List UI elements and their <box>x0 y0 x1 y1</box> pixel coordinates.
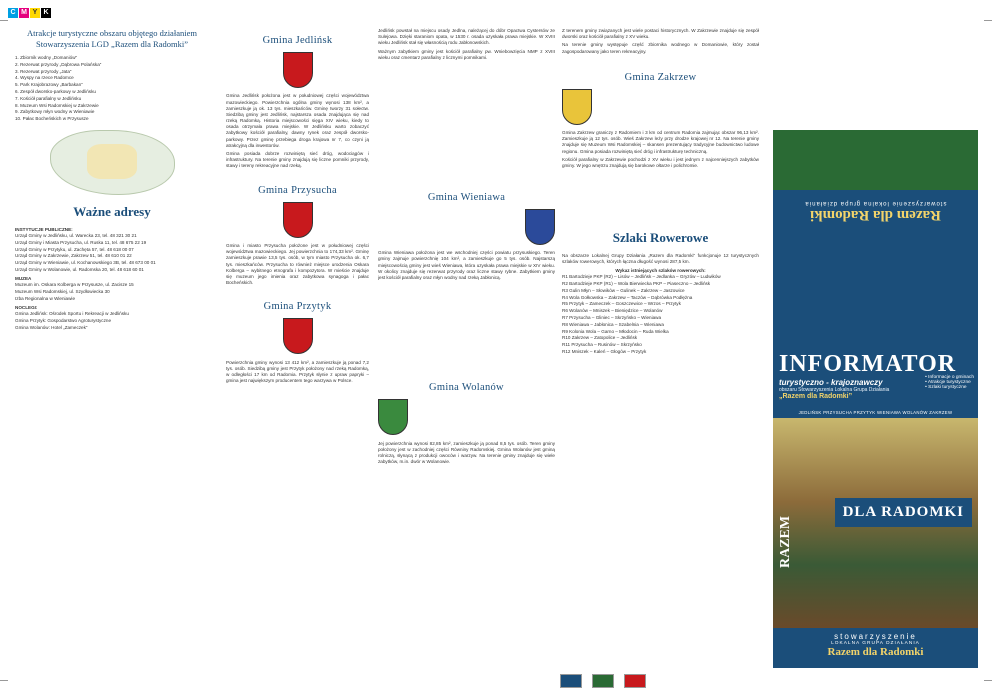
informator-bullets <box>925 375 974 390</box>
list-item: R8 Wieniawa – Jabłonica – Szabelnia – Wieniawa <box>562 321 664 327</box>
list-item: Urząd Gminy w Wolanowie, ul. Radomska 20, tel. 48 618 60 01 <box>15 266 144 272</box>
footer-logo <box>773 628 978 668</box>
list-item: R6 Wolanów – Mniszek – Bieniędzice – Wolanów <box>562 308 663 314</box>
przytyk-text: Powierzchnia gminy wynosi 13 412 km², a zamieszkuje ją ponad 7,2 tys. osób. Siedzibą gminy jest Przytyk położony nad rzeką Radomką, w odległości 17 km od Radomia. Przytyk słynie z upraw papryki – gmina jest największym producentem tego warzywa w Polsce. <box>226 359 369 384</box>
gminas-strip: JEDLIŃSK PRZYSUCHA PRZYTYK WIENIAWA WOLANÓW ZAKRZEW <box>773 408 978 418</box>
footer-logo-line-1: stowarzyszenie <box>834 632 917 641</box>
jedlinsk-history-text-2: Ważnym zabytkiem gminy jest kościół parafialny pw. Wniebowzięcia NMP z XVIII wieku oraz cmentarz parafialny z licznymi pomnikami. <box>378 48 555 60</box>
list-item: 3. Rezerwat przyrody „Jata” <box>15 68 72 74</box>
wolanow-title: Gmina Wolanów <box>429 382 504 394</box>
informator-title: INFORMATOR <box>779 351 957 377</box>
routes-intro: Na obszarze Lokalnej Grupy Działania „Razem dla Radomki” funkcjonuje 12 turystycznych szlaków rowerowych, których łączna długość wynosi 287,5 km. <box>562 252 759 264</box>
list-item: R10 Zakrzew – Zatopolice – Jedlińsk <box>562 335 638 341</box>
attractions-title: Atrakcje turystyczne obszaru objętego działaniem Stowarzyszenia LGD „Razem dla Radomki” <box>27 28 197 50</box>
footer-logo-line-2: LOKALNA GRUPA DZIAŁANIA <box>831 641 920 646</box>
region-map <box>50 130 175 195</box>
wolanow-crest-icon <box>378 399 408 435</box>
wieniawa-text: Gmina Wieniawa położona jest we wschodniej części powiatu przysuskiego. Teren gminy zajmuje powierzchnię 104 km², a zamieszkuje go 5 tys. osób. Najstarszą miejscowością gminy jest wieś Wieniawa, która uzyskała prawa miejskie w XIV wieku. W okolicy znajduje się rezerwat przyrody oraz liczne stawy rybne. Zabytkiem gminy jest kościół parafialny oraz młyn wodny nad rzeką Jabłonicą. <box>378 250 555 281</box>
panel-gminas-left <box>226 28 369 678</box>
list-item: R5 Przytyk – Zameczek – Goszczewice – Wrzos – Przytyk <box>562 301 681 307</box>
list-item: R3 Gulin Młyn – Słowików – Gulinek – Zakrzew – Jaszowice <box>562 287 685 293</box>
list-item: 8. Muzeum Wsi Radomskiej w Zakrzewie <box>15 102 99 108</box>
informator-subtitle-2: obszaru Stowarzyszenia Lokalna Grupa Działania <box>779 387 890 393</box>
list-item: • Szlaki turystyczne <box>925 385 967 390</box>
jedlinsk-crest-icon <box>283 52 313 88</box>
informator-subtitle-3: „Razem dla Radomki” <box>779 393 853 400</box>
wolanow-text: Jej powierzchnia wynosi 82,85 km², zamieszkuje ją ponad 8,5 tys. osób. Teren gminy położony jest w zachodniej części Równiny Radomskiej. Gmina Wolanów jest gminą rolniczą, słynącą z produkcji owoców i warzyw. Na terenie gminy znajduje się wiele zabytków, m.in. dwór w Wolanowie. <box>378 440 555 465</box>
cover-photo <box>773 418 978 628</box>
important-addresses-title: Ważne adresy <box>73 204 151 220</box>
jedlinsk-history-text: Jedlińsk powstał na miejscu osady Jedlna, należącej do dóbr Opactwa Cystersów ze Sulejowa. Dzięki staraniom opata, w 1530 r. osada uzyskała prawa miejskie. W XVIII wieku Jedlińsk stał się własnością rodu Jabłonowskich. <box>378 28 555 46</box>
panel-zakrzew-routes <box>562 28 759 678</box>
przysucha-text: Gmina i miasto Przysucha położone jest w południowej części województwa mazowieckiego. Jej powierzchnia to 174,33 km². Gminę zamieszkuje prawie 13,5 tys. osób, w tym miasto Przysucha ok. 6,7 tys. mieszkańców. Przysucha to również miejsce urodzenia Oskara Kolberga – wybitnego etnografa i kompozytora. W mieście znajduje się muzeum jego imienia oraz zabytkowa synagoga i pałac Bocheńskich. <box>226 242 369 286</box>
list-item: R7 Przysucha – Gliniec – Skrzyńsko – Wieniawa <box>562 315 662 321</box>
list-item: Muzeum im. Oskara Kolberga w Przysusze, ul. Zacisze 15 <box>15 282 134 288</box>
attractions-list <box>15 55 209 122</box>
crop-mark <box>0 680 8 681</box>
informator-banner <box>773 345 978 408</box>
routes-title: Szlaki Rowerowe <box>612 230 709 246</box>
list-item: Urząd Gminy w Zakrzewie, Zakrzew 51, tel. 48 610 01 22 <box>15 253 132 259</box>
list-item: 7. Kościół parafialny w Jedlińsku <box>15 95 82 101</box>
list-item: Gmina Przytyk: Gospodarstwo Agroturystyczne <box>15 318 111 324</box>
list-item: Gmina Wolanów: Hotel „Zameczek” <box>15 324 88 330</box>
list-item: 1. Zbiornik wodny „Domaniów” <box>15 55 78 61</box>
museum-heading: MUZEA <box>15 276 32 282</box>
zakrzew-intro-text: Z terenem gminy związanych jest wiele postaci historycznych. W Zakrzewie znajduje się zespół dworski oraz kościół parafialny z XV wieku. <box>562 28 759 40</box>
routes-heading: Wykaz istniejących szlaków rowerowych: <box>615 268 706 274</box>
magenta-mark: M <box>19 8 29 18</box>
routes-list <box>562 274 759 355</box>
crop-mark <box>0 20 8 21</box>
back-cover-title: Razem dla Radomki <box>810 207 941 223</box>
zakrzew-crest-icon <box>562 89 592 125</box>
wieniawa-crest-icon <box>525 209 555 245</box>
list-item: 4. Wyspy na rzece Radomce <box>15 75 74 81</box>
back-cover-photo <box>773 130 978 190</box>
przysucha-crest-icon <box>283 202 313 238</box>
list-item: Urząd Gminy w Wieniawie, ul. Kochanowskiego 3B, tel. 48 673 00 01 <box>15 260 156 266</box>
przytyk-crest-icon <box>283 318 313 354</box>
list-item: Gmina Jedlińsk: Ośrodek Sportu i Rekreacji w Jedlińsku <box>15 311 129 317</box>
przysucha-title: Gmina Przysucha <box>258 184 337 196</box>
back-cover <box>773 30 978 340</box>
cmyk-registration-marks <box>8 8 51 18</box>
przytyk-title: Gmina Przytyk <box>263 301 332 313</box>
list-item: • Informacje o gminach <box>925 375 974 380</box>
zakrzew-title: Gmina Zakrzew <box>624 71 697 83</box>
zakrzew-intro-text-2: Na terenie gminy występuje część zbiornika wodnego w Domaniowie, który został zagospodarowany jako teren rekreacyjny. <box>562 42 759 54</box>
list-item: R12 Mniszek – Kaleń – Głogów – Przytyk <box>562 348 647 354</box>
black-mark: K <box>41 8 51 18</box>
jedlinsk-title: Gmina Jedlińsk <box>262 35 333 46</box>
prow-logo-icon <box>624 674 646 688</box>
list-item: • Atrakcje turystyczne <box>925 380 971 385</box>
zakrzew-text: Gmina Zakrzew graniczy z Radomiem i 3 km od centrum Radomia zajmując obszar 96,13 km². Zamieszkuje ją 12 tys. osób. Wieś Zakrzew leży przy drodze krajowej nr 12. Na terenie gminy znajduje się Muzeum Wsi Radomskiej – skansen prezentujący tradycyjne budownictwo ludowe regionu. Gmina posiada rozwiniętą sieć dróg i infrastrukturę techniczną. <box>562 130 759 154</box>
leader-logo-icon <box>592 674 614 688</box>
list-item: R9 Kolonia Wola – Garno – Młodocin – Ruda Wielka <box>562 328 669 334</box>
list-item: R1 Bartodzieje PKP (R2) – Lisów – Jedlińsk – Jedlanka – Gryzów – Ludwików <box>562 274 721 280</box>
list-item: R2 Bartodzieje PKP (R1) – Wola Bierwiecka PKP – Piaseczno – Jedlińsk <box>562 281 711 287</box>
list-item: Urząd Gminy w Przytyku, ul. Zachęta 57, tel. 48 618 00 07 <box>15 246 134 252</box>
footer-logo-line-3: Razem dla Radomki <box>827 646 924 658</box>
list-item: R4 Wola Gołkowska – Zakrzew – Taczów – Dąbrówka Podłężna <box>562 294 693 300</box>
list-item: Urząd Gminy w Jedlińsku, ul. Warecka 23, tel. 48 321 30 21 <box>15 233 137 239</box>
back-cover-subtitle: stowarzyszenie lokalna grupa działania <box>804 200 947 206</box>
addresses-heading: INSTYTUCJE PUBLICZNE: <box>15 226 73 232</box>
panel-attractions <box>15 28 209 678</box>
informator-subtitle: turystyczno - krajoznawczy <box>779 378 883 387</box>
jedlinsk-text: Gmina Jedlińsk położona jest w południowej części województwa mazowieckiego. Powierzchnia ogólna gminy wynosi 138 km², a zamieszkuje ją ok. 13 tys. mieszkańców. Gminę tworzy 31 sołectw. Siedzibą gminy jest Jedlińsk, najstarsza osada znajdująca się nad rzeką Radomką. Historia miejscowości sięga XIV wieku, kiedy to osada otrzymała prawa miejskie. W Jedlińsku warto zobaczyć zabytkowy kościół parafialny, dawny rynek oraz zespół dworsko-parkowy. Przez gminę przebiega droga krajowa nr 7, co czyni ją atrakcyjną dla inwestorów. <box>226 93 369 148</box>
list-item: Muzeum Wsi Radomskiej, ul. Szydłowiecka 30 <box>15 289 110 295</box>
list-item: 10. Pałac Bocheńskich w Przysusze <box>15 116 89 122</box>
zakrzew-text-2: Kościół parafialny w Zakrzewie pochodzi z XV wieku i jest jednym z najcenniejszych zabytków gminy. W jego wnętrzu znajdują się barokowe ołtarze i polichromie. <box>562 156 759 169</box>
eu-logos-row <box>560 672 646 690</box>
eu-flag-icon <box>560 674 582 688</box>
back-cover-title-block <box>773 200 978 223</box>
list-item: 6. Zespół dworsko-parkowy w Jedlińsku <box>15 89 96 94</box>
dla-radomki-label: DLA RADOMKI <box>835 498 972 527</box>
crop-mark <box>984 680 992 681</box>
list-item: 9. Zabytkowy młyn wodny w Wieniawie <box>15 109 95 115</box>
list-item: 2. Rezerwat przyrody „Dąbrowa Polańska” <box>15 61 102 67</box>
list-item: Urząd Gminy i Miasta Przysucha, ul. Ruska 11, tel. 48 675 22 19 <box>15 239 147 245</box>
list-item: Izba Regionalna w Wieniawie <box>15 295 76 301</box>
wieniawa-title: Gmina Wieniawa <box>427 191 506 203</box>
cyan-mark: C <box>8 8 18 18</box>
list-item: 5. Park Krajobrazowy „Barbakan” <box>15 82 83 88</box>
list-item: R11 Przysucha – Rusinów – Skrzyńsko <box>562 342 642 348</box>
razem-label: RAZEM <box>778 515 793 568</box>
jedlinsk-text-2: Gmina posiada dobrze rozwiniętą sieć dróg, wodociągów i infrastruktury. Na terenie gminy znajdują się liczne pomniki przyrody, stawy i tereny rekreacyjne nad rzeką. <box>226 151 369 169</box>
panel-gminas-middle <box>378 28 555 678</box>
crop-mark <box>984 20 992 21</box>
hotels-heading: NOCLEGI: <box>15 305 38 311</box>
yellow-mark: Y <box>30 8 40 18</box>
